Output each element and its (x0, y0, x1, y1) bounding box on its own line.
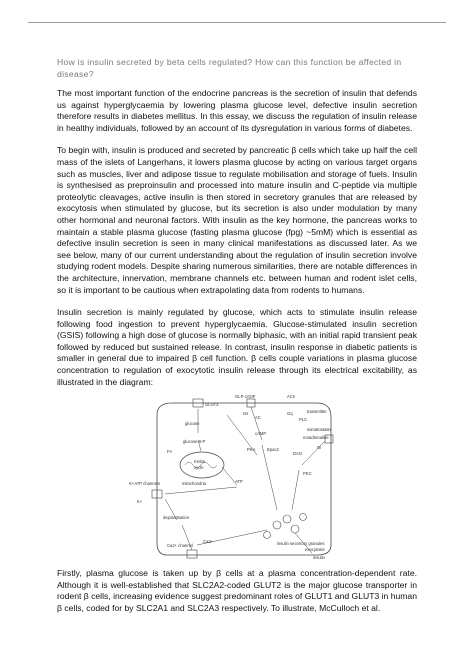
granule (273, 521, 281, 529)
dag-label: DAG (293, 451, 303, 457)
katp-channel-label: K+ATP channels (129, 481, 160, 487)
granule (300, 514, 307, 521)
k-label: K+ (137, 499, 143, 505)
exocytosis-label: exocytosis (305, 547, 325, 553)
ac-label: AC (255, 415, 261, 421)
paragraph-3: Insulin secretion is mainly regulated by glucose, which acts to stimulate insulin release following food ingestion to prevent hyperglycaemia. Glucose-stimulated insulin secretion (GSIS) following a high dose of glucose is normally biphasic, with an initial rapid transient peak followed by reduced but sustained release. In contrast, insulin response in diabetic patients is smaller in general due to impaired β cell function. β cells couple variations in plasma glucose concentration to regulation of exocytotic insulin release through its electrical excitability, as illustrated in the diagram: (57, 307, 417, 387)
ach-label: ACh (287, 395, 296, 400)
granule (264, 532, 271, 539)
ca-label: Ca2+ (203, 539, 214, 545)
glucose6p-label: glucose-6-P (183, 439, 206, 445)
epac-label: Epac2 (267, 447, 279, 453)
pkc-label: PKC (303, 471, 312, 477)
arrow (302, 441, 325, 465)
depolarisation-label: depolarisation (163, 515, 190, 521)
ca-channel-shape (187, 550, 197, 558)
paragraph-1: The most important function of the endocrine pancreas is the secretion of insulin that defends us against hyperglycaemia by lowering plasma glucose level, defective insulin secretion therefore results in diabetes mellitus. In this essay, we discuss the regulation of insulin release in healthy individuals, followed by an account of its dysregulation in various forms of diabetes. (57, 88, 417, 133)
noradrenaline-label: noradrenaline (303, 435, 329, 441)
transmitter-label: transmitter (307, 409, 327, 415)
mitochondria-label: mitochondria (182, 481, 206, 487)
top-hormone-label: GLP-1/GIP (235, 395, 256, 400)
insulin-label: insulin (313, 555, 325, 561)
pka-label: PKA (247, 447, 256, 453)
gi-label: Gi (317, 445, 322, 451)
insulin-secretion-diagram (127, 395, 352, 560)
glut-label: GLUT2 (205, 402, 219, 408)
arrow (165, 487, 237, 494)
krebs-label: Krebs (194, 459, 205, 465)
diagram-svg (127, 395, 352, 560)
fa-label: FA (167, 449, 173, 455)
somatostatin-label: somatostatin (307, 427, 331, 433)
glucose-label: glucose (185, 421, 200, 427)
arrow (292, 470, 299, 510)
granule (283, 515, 291, 523)
document-body (57, 56, 417, 626)
header-rule (28, 22, 446, 23)
gq-label: Gq (287, 411, 293, 417)
paragraph-4: Firstly, plasma glucose is taken up by β cells at a plasma concentration-dependent rate. Although it is well-established that SLC2A2-coded GLUT2 is the major glucose transporter in rodent β cells, increasing evidence suggest predominant roles of GLUT1 and GLUT3 in human β cells, coded for by SLC2A1 and SLC2A3 respectively. To illustrate, McCulloch et al. (57, 568, 417, 614)
paragraph-2: To begin with, insulin is produced and secreted by pancreatic β cells which take up half the cell mass of the islets of Langerhans, it lowers plasma glucose by acting on various target organs such as muscles, liver and adipose tissue to regulate mobilisation and storage of fuels. Insulin is synthesised as preproinsulin and processed into mature insulin and C-peptide via multiple proteolytic cleavages, active insulin is then stored in secretory granules that are released by exocytosis when stimulated by glucose, but its secretion is also under modulation by many other hormonal and neuronal factors. With insulin as the key hormone, the pancreas works to maintain a stable plasma glucose (fasting plasma glucose (fpg) ~5mM) which is essential as defective insulin secretion is seen in many clinical manifestations as discussed later. As we see below, many of our current understanding about the regulation of insulin secretion involve studying rodent models. Despite sharing numerous similarities, there are notable differences in the architecture, innervation, membrane channels etc. between human and rodent islet cells, so it is important to be cautious when extrapolating data from rodents to humans. (57, 145, 417, 295)
ca-channel-label: Ca2+ channel (167, 543, 193, 549)
granules-label: insulin secretory granules (277, 541, 325, 547)
atp-label: ATP (235, 479, 243, 485)
plc-label: PLC (299, 417, 308, 423)
gs-label: Gs (243, 411, 249, 417)
cycle-label: cycle (194, 465, 204, 471)
granule (291, 525, 299, 533)
cell-membrane (157, 403, 331, 555)
document-title: How is insulin secreted by beta cells regulated? How can this function be affected in disease? (57, 57, 402, 79)
arrow (262, 445, 277, 510)
camp-label: cAMP (255, 431, 267, 437)
